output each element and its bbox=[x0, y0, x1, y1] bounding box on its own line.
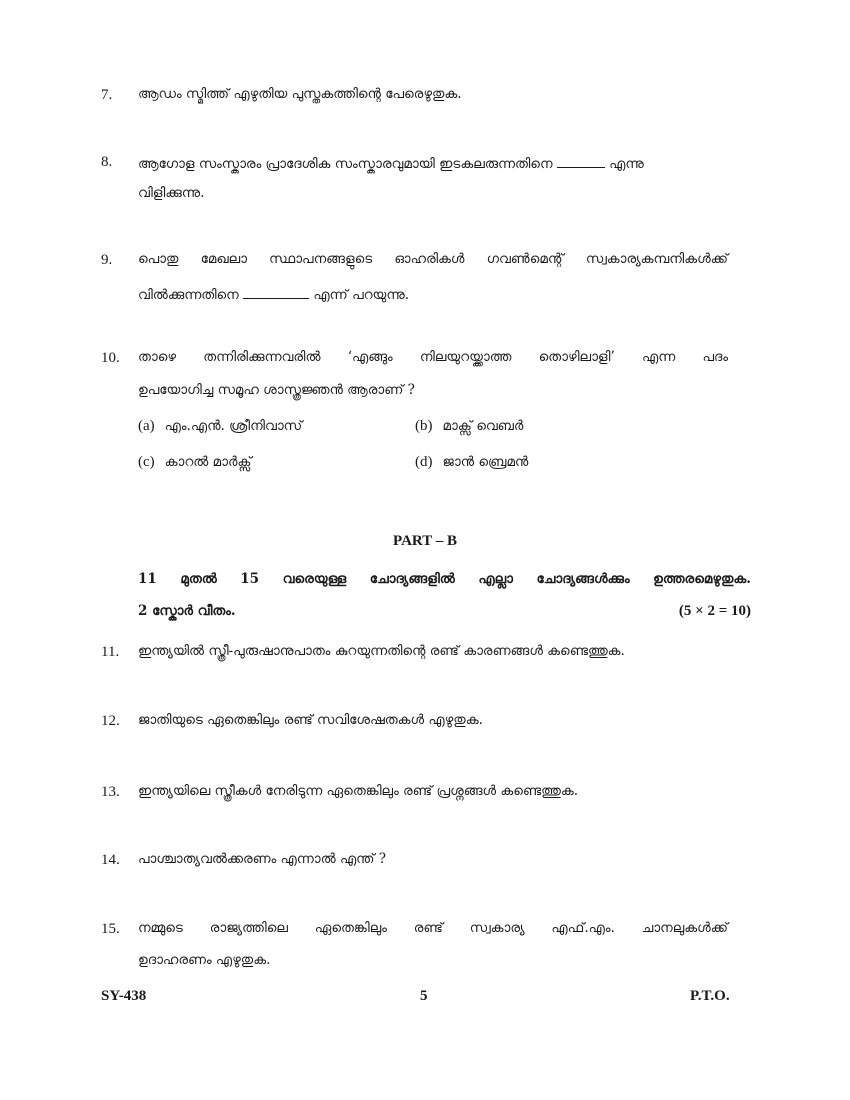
pto-label: P.T.O. bbox=[690, 988, 730, 1004]
option-text: മാക്സ് വെബർ bbox=[442, 418, 524, 434]
answer-blank bbox=[557, 155, 605, 168]
option-text: കാറൽ മാർക്സ് bbox=[164, 454, 252, 470]
option-d bbox=[415, 454, 528, 471]
option-label: (a) bbox=[138, 418, 155, 434]
question-number: 13. bbox=[101, 784, 120, 800]
question-number: 7. bbox=[101, 87, 113, 103]
question-number: 11. bbox=[101, 644, 120, 660]
question-number: 8. bbox=[101, 154, 113, 170]
question-text-part: എന്ന് പറയുന്നു. bbox=[313, 287, 410, 303]
question-text: പൊതു മേഖലാ സ്ഥാപനങ്ങളുടെ ഓഹരികൾ ഗവൺമെന്റ് സ്വകാര്യകമ്പനികൾക്ക് bbox=[138, 251, 728, 267]
section-marks: (5 × 2 = 10) bbox=[678, 603, 751, 619]
question-text bbox=[138, 155, 728, 172]
question-number: 10. bbox=[101, 350, 120, 366]
question-text-part: ആഗോള സംസ്കാരം പ്രാദേശിക സംസ്കാരവുമായി ഇടകലരുന്നതിനെ bbox=[138, 156, 553, 172]
question-text-line2: ഉദാഹരണം എഴുതുക. bbox=[138, 952, 271, 968]
option-label: (b) bbox=[415, 418, 433, 434]
page-number: 5 bbox=[420, 988, 428, 1004]
question-text-part: വിൽക്കുന്നതിനെ bbox=[138, 287, 239, 303]
option-label: (c) bbox=[138, 454, 155, 470]
option-text: എം.എൻ. ശ്രീനിവാസ് bbox=[164, 418, 303, 434]
score-note: 2 സ്കോർ വീതം. bbox=[138, 603, 236, 619]
question-text: ജാതിയുടെ ഏതെങ്കിലും രണ്ട് സവിശേഷതകൾ എഴുതുക. bbox=[138, 712, 483, 728]
section-instruction-line2 bbox=[138, 603, 751, 619]
question-text: താഴെ തന്നിരിക്കുന്നവരിൽ ‘എങ്ങും നിലയുറയ്ക്കാത്ത തൊഴിലാളി’ എന്ന പദം bbox=[138, 349, 728, 365]
question-text-line2 bbox=[138, 286, 728, 303]
option-b bbox=[415, 418, 523, 435]
option-a bbox=[138, 418, 302, 435]
question-text: ഇന്ത്യയിൽ സ്ത്രീ-പുരുഷാനുപാതം കുറയുന്നതിന്റെ രണ്ട് കാരണങ്ങൾ കണ്ടെത്തുക. bbox=[138, 643, 625, 659]
answer-blank bbox=[243, 286, 309, 299]
question-text: പാശ്ചാത്യവൽക്കരണം എന്നാൽ എന്ത് ? bbox=[138, 851, 387, 867]
question-text: നമ്മുടെ രാജ്യത്തിലെ ഏതെങ്കിലും രണ്ട് സ്വകാര്യ എഫ്.എം. ചാനലുകൾക്ക് bbox=[138, 920, 728, 936]
option-label: (d) bbox=[415, 454, 433, 470]
option-text: ജാൻ ബ്രെമൻ bbox=[442, 454, 529, 470]
question-text-line2: വിളിക്കുന്നു. bbox=[138, 185, 205, 201]
section-title: PART – B bbox=[393, 533, 457, 549]
question-number: 9. bbox=[101, 252, 113, 268]
question-text-part: എന്നു bbox=[609, 156, 644, 172]
paper-code: SY-438 bbox=[101, 988, 147, 1004]
question-number: 12. bbox=[101, 713, 120, 729]
question-text-line2: ഉപയോഗിച്ച സമൂഹ ശാസ്ത്രജ്ഞൻ ആരാണ് ? bbox=[138, 382, 415, 398]
question-number: 15. bbox=[101, 921, 120, 937]
question-text: ഇന്ത്യയിലെ സ്ത്രീകൾ നേരിടുന്ന ഏതെങ്കിലും രണ്ട് പ്രശ്നങ്ങൾ കണ്ടെത്തുക. bbox=[138, 783, 579, 799]
question-number: 14. bbox=[101, 852, 120, 868]
question-text: ആഡം സ്മിത്ത് എഴുതിയ പുസ്തകത്തിന്റെ പേരെഴുതുക. bbox=[138, 86, 462, 102]
option-c bbox=[138, 454, 252, 471]
section-instruction: 11 മുതൽ 15 വരെയുള്ള ചോദ്യങ്ങളിൽ എല്ലാ ചോദ്യങ്ങൾക്കും ഉത്തരമെഴുതുക. bbox=[138, 571, 751, 587]
